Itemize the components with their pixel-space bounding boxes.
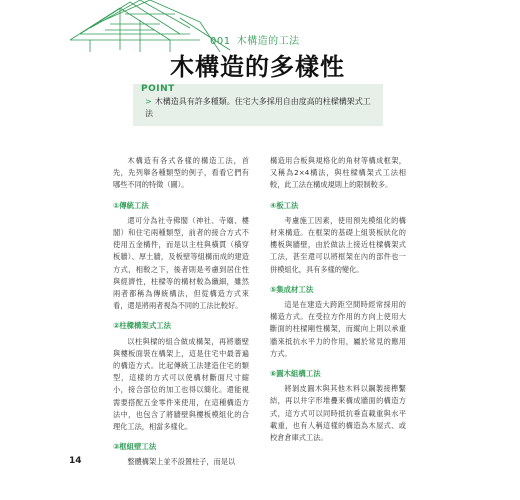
section-body-post-beam: 以柱與樑的組合做成構架，再將牆壁與樓板面裝在構架上，這是住宅中最普遍的構造方式。比起傳統工法建造住宅的類型，這樣的方式可以使構材斷面尺寸縮小，接合部位的加工也得以簡化。還能視需要搭配五金零件來使用，在這種構造方法中，也包含了將牆壁與樓板模組化的合理化工法，相當多樣化。 (113, 336, 249, 432)
continued-paragraph: 構造用合板與規格化的角材等構成框架，又稱為2×4構法，與柱樑構架式工法相較，此工法在構成規則上的限制較多。 (270, 156, 406, 190)
section-heading-glulam: ⑤集成材工法 (270, 284, 314, 294)
page-title: 木構造的多樣性 (170, 53, 345, 81)
page-number: 14 (69, 456, 82, 466)
section-body-frame-wall: 整體構架上並不設置柱子，而是以 (127, 457, 236, 467)
section-heading-log: ⑥圓木組構工法 (270, 369, 321, 379)
chevron-right-icon: > (145, 97, 152, 106)
section-heading-panel: ④板工法 (270, 200, 299, 210)
section-number: 001 (210, 36, 231, 47)
intro-paragraph: 木構造有各式各樣的構造工法，首先，先列舉各種類型的例子，看看它們有哪些不同的特徵（圖）。 (113, 156, 249, 190)
section-subtitle (210, 32, 300, 47)
point-text (145, 96, 377, 120)
left-column (113, 155, 249, 469)
section-subtitle-text: 木構造的工法 (236, 36, 300, 47)
timber-frame-illustration (60, 0, 235, 52)
section-heading-post-beam: ②柱樑構架式工法 (113, 321, 171, 331)
section-body-log: 將剝皮圓木與其他木料以鋼製接榫繫結，再以井字形堆疊來構成牆面的構造方式，這方式可以同時抵抗垂直載重與水平載重，也有人稱這樣的構造為木屋式、或校倉倉庫式工法。 (270, 384, 406, 443)
section-heading-traditional: ①傳統工法 (113, 200, 149, 210)
section-heading-frame-wall: ③框組壁工法 (113, 442, 157, 452)
section-body-panel: 考慮施工因素，使用預先模組化的構材來構造。在框架的基礎上組裝板狀化的樓板與牆壁，由於做法上接近柱樑構架式工法，甚至還可以將框架在內的部件也一併模組化，具有多樣的變化。 (270, 215, 406, 274)
right-column (270, 155, 406, 444)
section-body-glulam: 這是在建造大跨距空間時經常採用的構造方式。在受拉方作用的方向上使用大斷面的柱樑剛性構架，而縱向上則以承重牆來抵抗水平力的作用，屬於常見的應用方式。 (270, 300, 406, 358)
point-label: POINT (141, 84, 175, 94)
section-body-traditional: 還可分為社寺佛閣（神社、寺廟、樓閣）和住宅兩種類型，前者的接合方式不使用五金構件，而是以主柱與橫貫（橫穿板牆）、厚土牆，及板壁等組構而成的建造方式，相較之下，後者則是考慮到居住性與經濟性，柱樑等的構材較為纖細，雖然兩者都稱為傳統構法，但從構造方式來看，還是將兩者視為不同的工法比較好。 (113, 215, 249, 311)
point-body: 木構造具有許多種類。住宅大多採用自由度高的柱樑構架式工法 (145, 97, 371, 118)
